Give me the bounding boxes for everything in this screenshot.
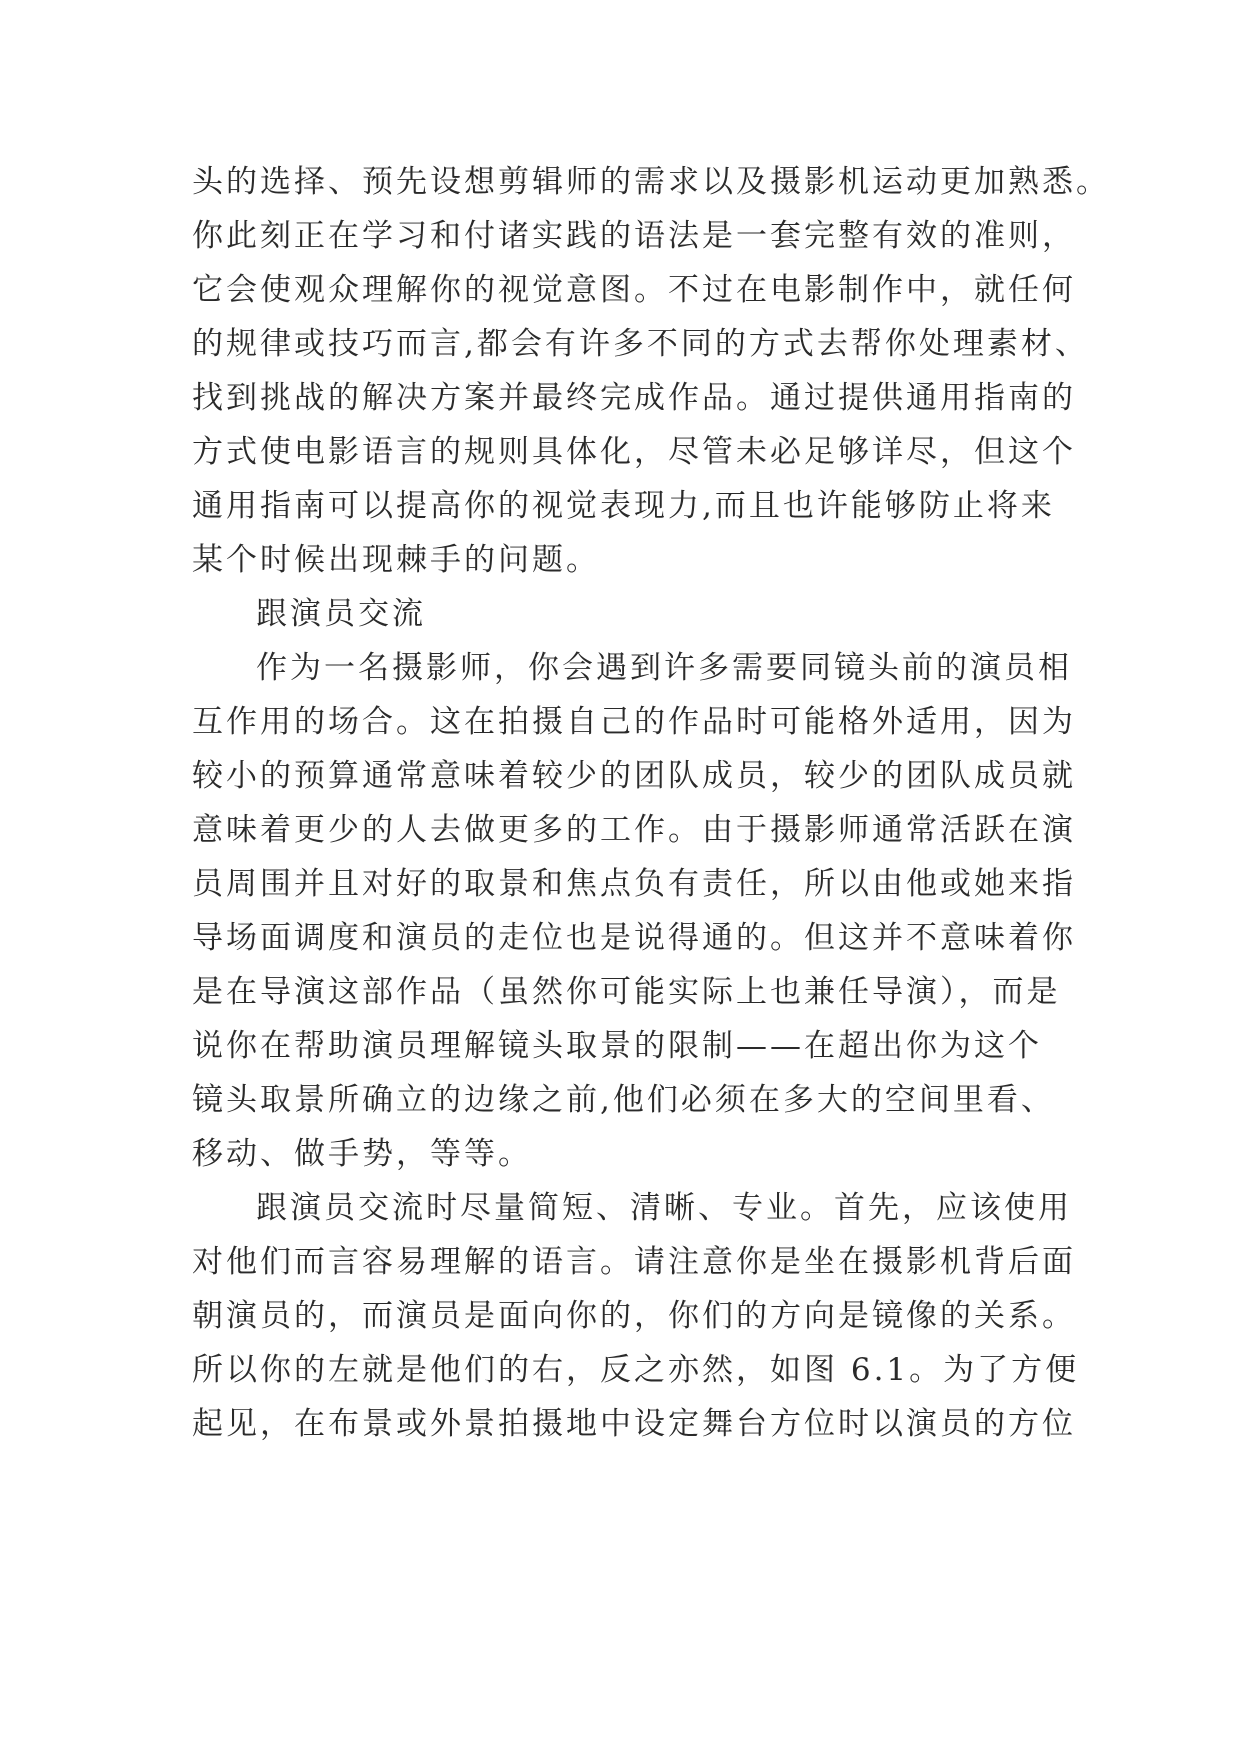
text-line: 说你在帮助演员理解镜头取景的限制——在超出你为这个 <box>192 1028 1042 1064</box>
text-line: 你此刻正在学习和付诸实践的语法是一套完整有效的准则， <box>192 218 1076 254</box>
text-line: 头的选择、预先设想剪辑师的需求以及摄影机运动更加熟悉。 <box>192 164 1110 200</box>
text-line: 意味着更少的人去做更多的工作。由于摄影师通常活跃在演 <box>192 812 1076 848</box>
text-line: 通用指南可以提高你的视觉表现力,而且也许能够防止将来 <box>192 488 1055 524</box>
text-line: 跟演员交流时尽量简短、清晰、专业。首先，应该使用 <box>256 1190 1072 1226</box>
text-line: 互作用的场合。这在拍摄自己的作品时可能格外适用，因为 <box>192 704 1076 740</box>
text-line: 某个时候出现棘手的问题。 <box>192 542 600 578</box>
text-line: 较小的预算通常意味着较少的团队成员，较少的团队成员就 <box>192 758 1076 794</box>
section-heading: 跟演员交流 <box>256 596 426 632</box>
text-line: 移动、做手势，等等。 <box>192 1136 532 1172</box>
text-line: 导场面调度和演员的走位也是说得通的。但这并不意味着你 <box>192 920 1076 956</box>
text-line: 的规律或技巧而言,都会有许多不同的方式去帮你处理素材、 <box>192 326 1089 362</box>
text-line: 方式使电影语言的规则具体化，尽管未必足够详尽，但这个 <box>192 434 1076 470</box>
text-line: 对他们而言容易理解的语言。请注意你是坐在摄影机背后面 <box>192 1244 1076 1280</box>
text-line: 员周围并且对好的取景和焦点负有责任，所以由他或她来指 <box>192 866 1076 902</box>
text-line: 朝演员的，而演员是面向你的，你们的方向是镜像的关系。 <box>192 1298 1076 1334</box>
text-line: 镜头取景所确立的边缘之前,他们必须在多大的空间里看、 <box>192 1082 1055 1118</box>
text-line: 它会使观众理解你的视觉意图。不过在电影制作中，就任何 <box>192 272 1076 308</box>
text-line: 作为一名摄影师，你会遇到许多需要同镜头前的演员相 <box>256 650 1072 686</box>
text-line: 找到挑战的解决方案并最终完成作品。通过提供通用指南的 <box>192 380 1076 416</box>
text-line: 所以你的左就是他们的右，反之亦然，如图 6.1。为了方便 <box>192 1352 1080 1388</box>
text-line: 是在导演这部作品（虽然你可能实际上也兼任导演），而是 <box>192 974 1061 1010</box>
text-line: 起见，在布景或外景拍摄地中设定舞台方位时以演员的方位 <box>192 1406 1076 1442</box>
body-text <box>192 155 1110 1451</box>
